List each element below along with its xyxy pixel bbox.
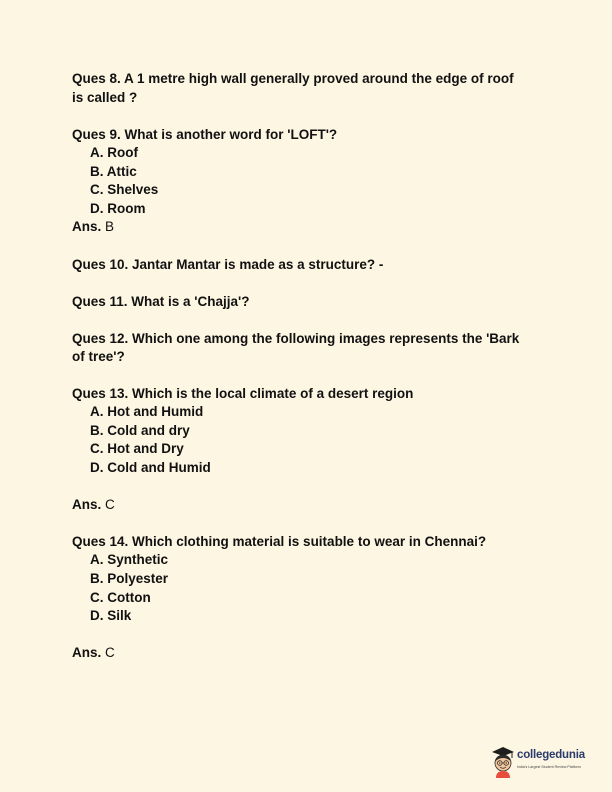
answer-label: Ans. [72, 645, 102, 660]
question-8-text-continued: is called ? [72, 90, 138, 105]
question-13-text: Ques 13. Which is the local climate of a desert region [72, 386, 414, 401]
answer-label: Ans. [72, 219, 102, 234]
question-14-option-b: B. Polyester [90, 571, 169, 586]
question-9-option-d: D. Room [90, 201, 146, 216]
question-13-option-c: C. Hot and Dry [90, 441, 184, 456]
question-9-option-c: C. Shelves [90, 182, 159, 197]
answer-value: B [101, 219, 115, 234]
question-13-option-d: D. Cold and Humid [90, 460, 211, 475]
collegedunia-logo[interactable] [490, 744, 590, 778]
question-9-answer [72, 218, 114, 236]
question-13-option-b: B. Cold and dry [90, 423, 190, 438]
question-13-answer [72, 496, 115, 514]
mascot-icon [490, 744, 516, 778]
answer-value: C [101, 645, 115, 660]
question-12-text: Ques 12. Which one among the following images represents the 'Bark [72, 331, 520, 346]
question-10-text: Ques 10. Jantar Mantar is made as a structure? - [72, 257, 384, 272]
answer-label: Ans. [72, 497, 102, 512]
question-9-option-a: A. Roof [90, 145, 138, 160]
brand-tagline: India's Largest Student Review Platform [517, 765, 581, 769]
answer-value: C [101, 497, 115, 512]
question-9-option-b: B. Attic [90, 164, 137, 179]
question-14-text: Ques 14. Which clothing material is suitable to wear in Chennai? [72, 534, 487, 549]
question-8-text: Ques 8. A 1 metre high wall generally proved around the edge of roof [72, 71, 514, 86]
question-9-text: Ques 9. What is another word for 'LOFT'? [72, 127, 338, 142]
brand-name: collegedunia [517, 749, 585, 761]
question-14-answer [72, 644, 115, 662]
question-13-option-a: A. Hot and Humid [90, 404, 204, 419]
question-12-text-continued: of tree'? [72, 349, 125, 364]
question-14-option-a: A. Synthetic [90, 552, 169, 567]
question-14-option-c: C. Cotton [90, 590, 151, 605]
question-11-text: Ques 11. What is a 'Chajja'? [72, 294, 250, 309]
question-14-option-d: D. Silk [90, 608, 132, 623]
